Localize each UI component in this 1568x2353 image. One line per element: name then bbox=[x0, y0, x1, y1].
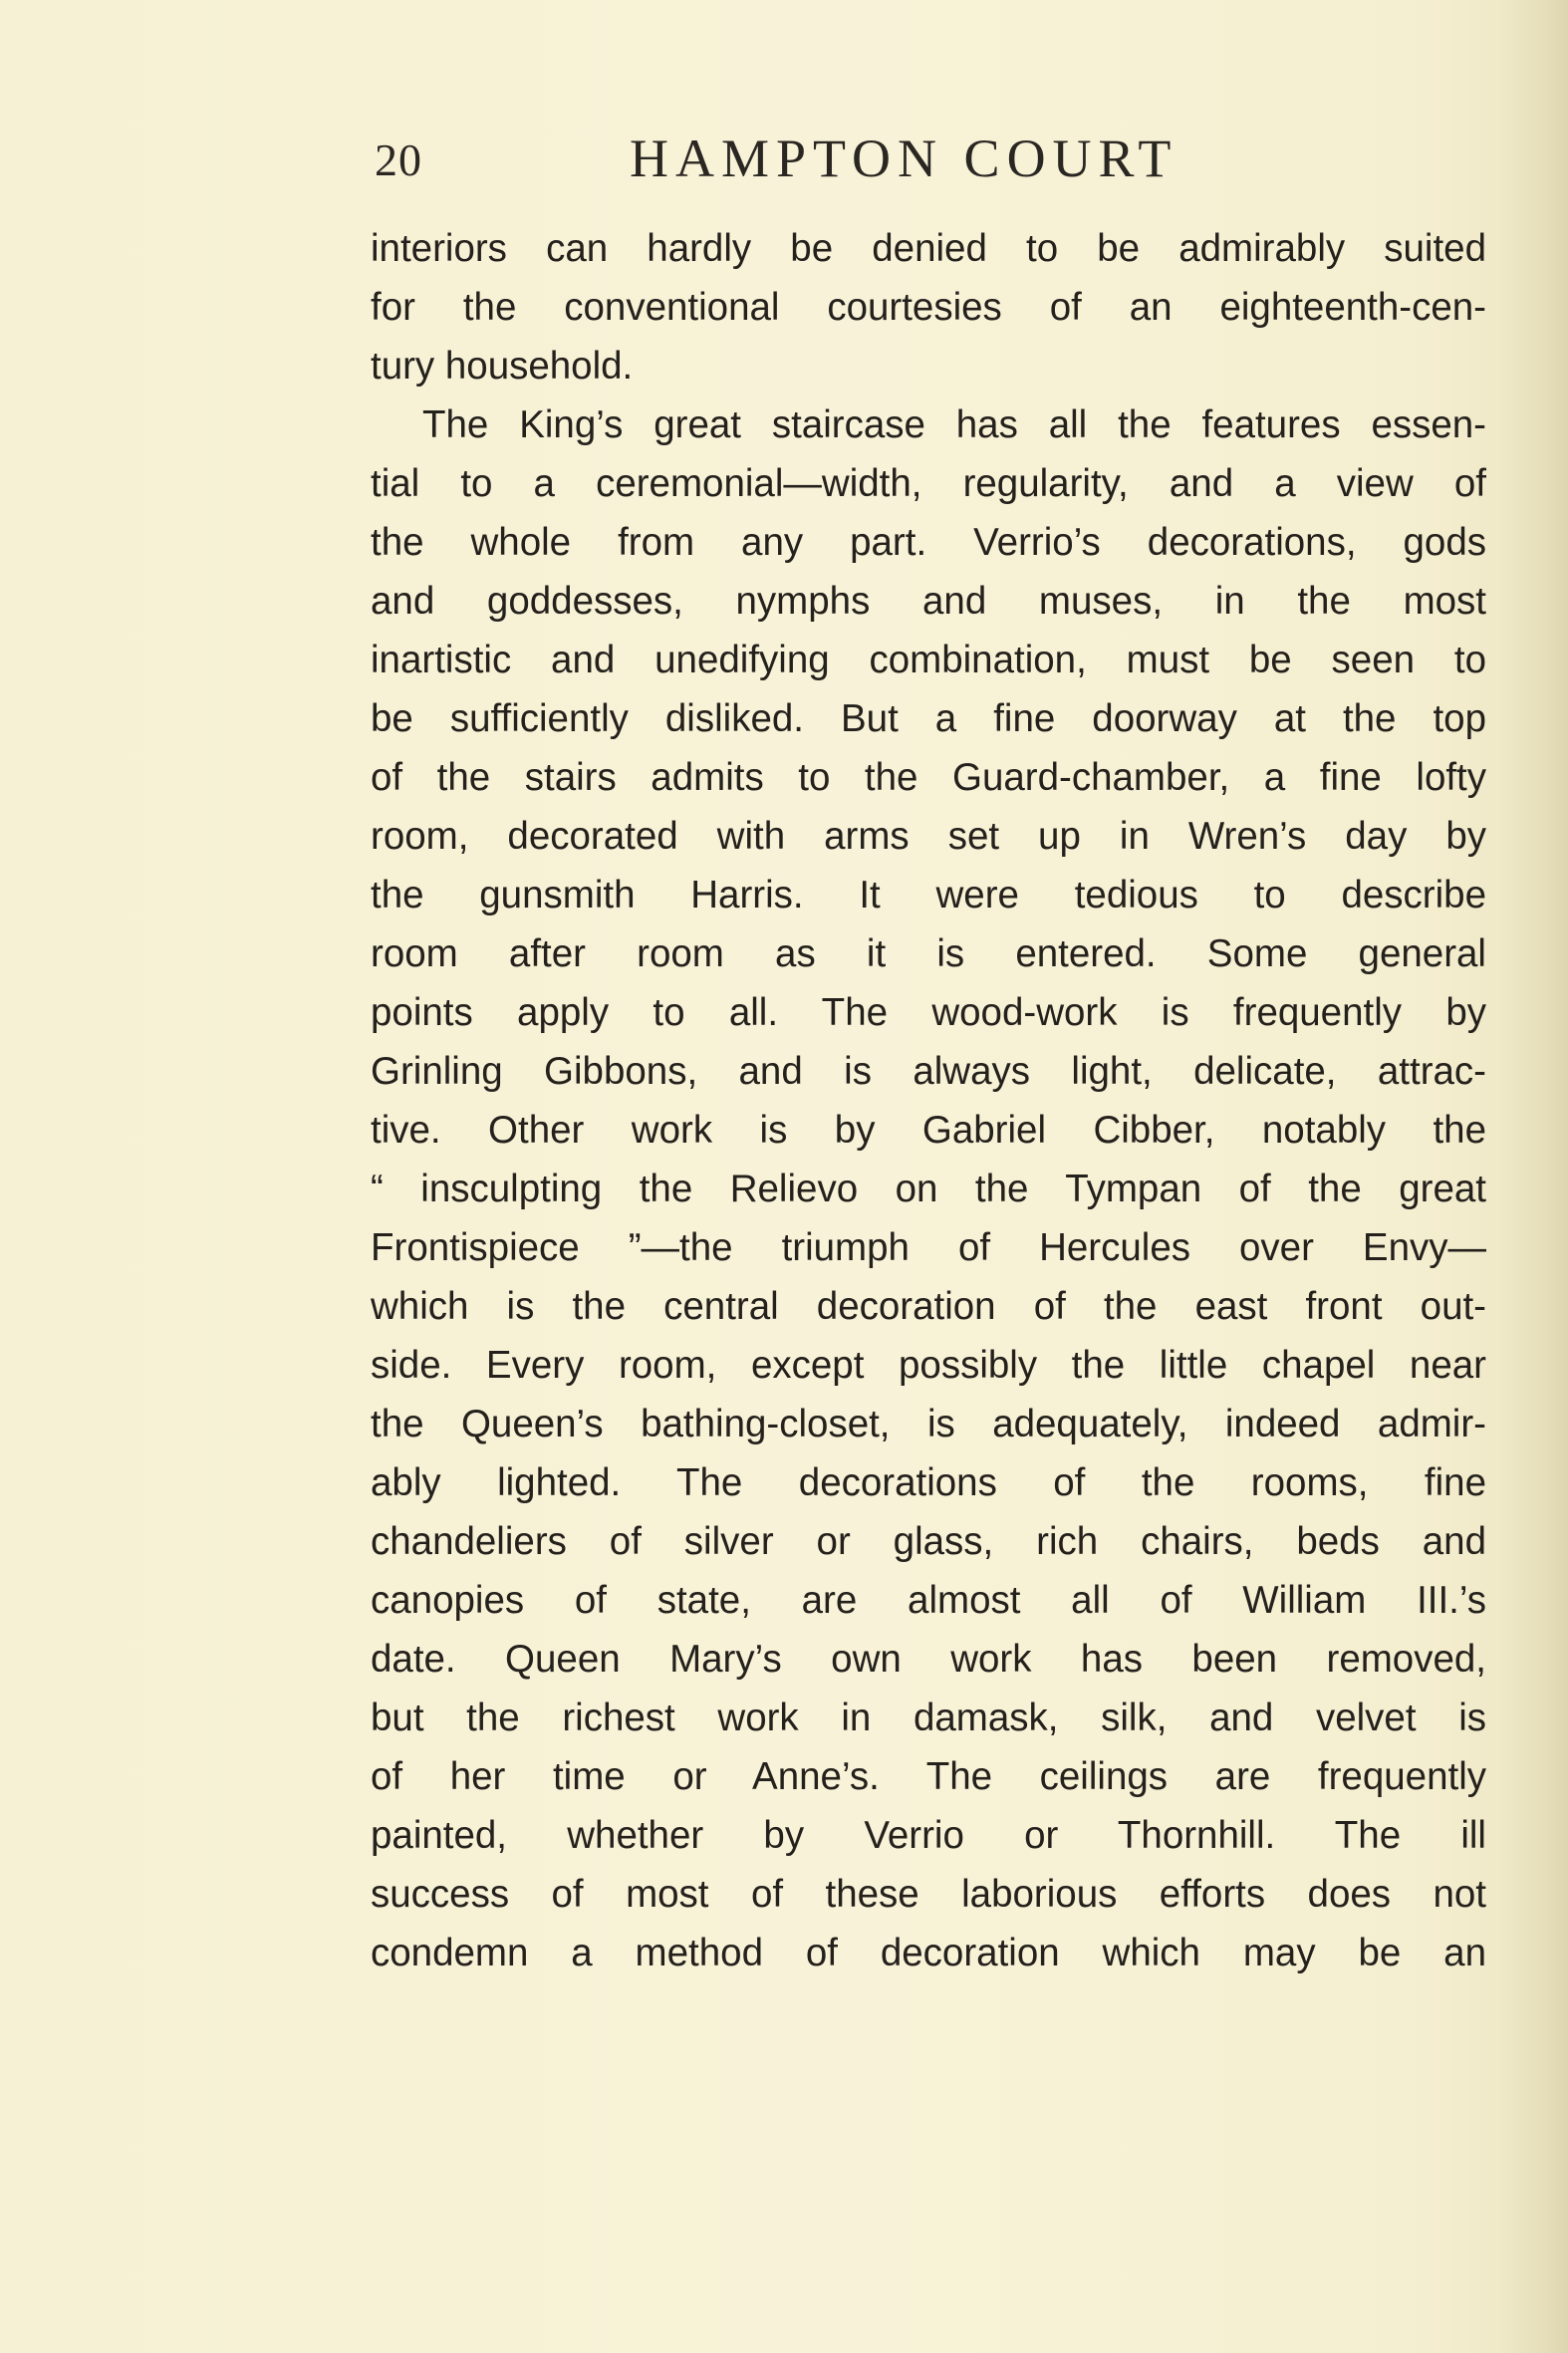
text-line: the Queen’s bathing-closet, is adequately, indeed admir- bbox=[371, 1403, 1486, 1445]
text-line: the gunsmith Harris. It were tedious to describe bbox=[371, 874, 1486, 916]
text-line: points apply to all. The wood-work is frequently by bbox=[371, 991, 1486, 1034]
text-line: ably lighted. The decorations of the rooms, fine bbox=[371, 1461, 1486, 1504]
text-line: painted, whether by Verrio or Thornhill. The ill bbox=[371, 1814, 1486, 1857]
text-line: The King’s great staircase has all the features essen- bbox=[422, 403, 1486, 446]
page-number: 20 bbox=[375, 134, 422, 185]
text-line: canopies of state, are almost all of William III.’s bbox=[371, 1579, 1486, 1622]
text-line: and goddesses, nymphs and muses, in the most bbox=[371, 580, 1486, 623]
text-line: inartistic and unedifying combination, must be seen to bbox=[371, 639, 1486, 681]
text-line: tive. Other work is by Gabriel Cibber, notably the bbox=[371, 1109, 1486, 1152]
text-line: “ insculpting the Relievo on the Tympan of the great bbox=[371, 1168, 1486, 1210]
running-title: HAMPTON COURT bbox=[630, 129, 1178, 188]
text-line: tial to a ceremonial—width, regularity, and a view of bbox=[371, 462, 1486, 505]
text-line: condemn a method of decoration which may be an bbox=[371, 1932, 1486, 1974]
text-line: but the richest work in damask, silk, and velvet is bbox=[371, 1697, 1486, 1739]
text-line: interiors can hardly be denied to be admirably suited bbox=[371, 227, 1486, 270]
text-line: the whole from any part. Verrio’s decorations, gods bbox=[371, 521, 1486, 564]
running-head bbox=[375, 128, 1490, 187]
text-line: tury household. bbox=[371, 345, 634, 388]
text-line: Grinling Gibbons, and is always light, delicate, attrac- bbox=[371, 1050, 1486, 1093]
page-edge-shadow bbox=[1498, 0, 1568, 2353]
text-line: side. Every room, except possibly the little chapel near bbox=[371, 1344, 1486, 1387]
text-line: be sufficiently disliked. But a fine doorway at the top bbox=[371, 697, 1486, 740]
text-line: date. Queen Mary’s own work has been removed, bbox=[371, 1638, 1486, 1681]
text-line: of the stairs admits to the Guard-chamber, a fine lofty bbox=[371, 756, 1486, 799]
text-line: for the conventional courtesies of an eighteenth-cen- bbox=[371, 286, 1486, 329]
text-line: which is the central decoration of the east front out- bbox=[371, 1285, 1486, 1328]
text-line: chandeliers of silver or glass, rich chairs, beds and bbox=[371, 1520, 1486, 1563]
text-line: of her time or Anne’s. The ceilings are frequently bbox=[371, 1755, 1486, 1798]
text-line: success of most of these laborious efforts does not bbox=[371, 1873, 1486, 1916]
body-text bbox=[371, 219, 1486, 1982]
text-line: Frontispiece ”—the triumph of Hercules over Envy— bbox=[371, 1226, 1486, 1269]
text-line: room after room as it is entered. Some general bbox=[371, 932, 1486, 975]
text-line: room, decorated with arms set up in Wren’s day by bbox=[371, 815, 1486, 858]
